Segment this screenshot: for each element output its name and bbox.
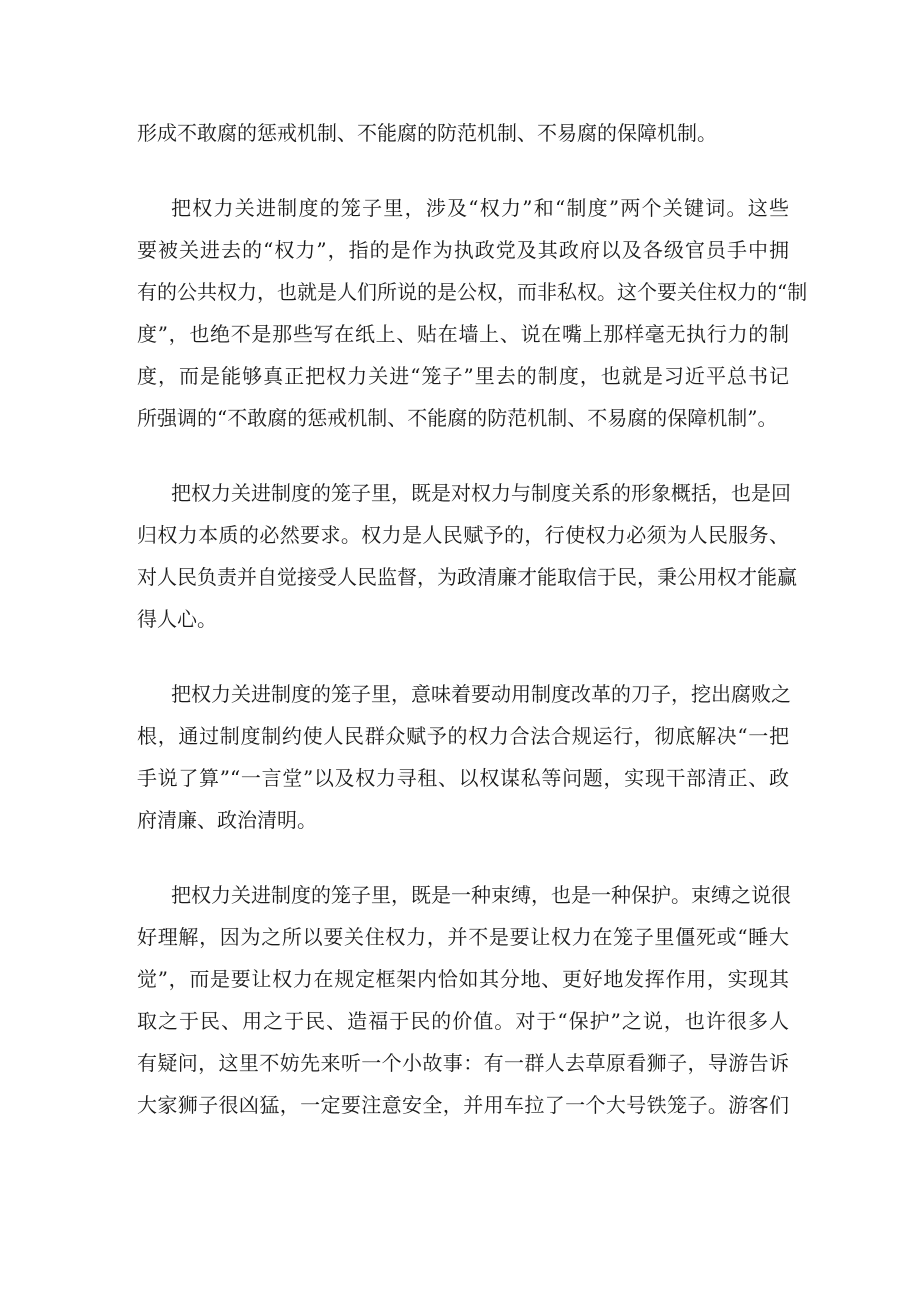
text-line: 大家狮子很凶猛，一定要注意安全，并用车拉了一个大号铁笼子。游客们 [137,1093,789,1117]
text-line: 觉”，而是要让权力在规定框架内恰如其分地、更好地发挥作用，实现其 [137,967,789,991]
text-line: 所强调的“不敢腐的惩戒机制、不能腐的防范机制、不易腐的保障机制”。 [137,406,778,430]
paragraph [137,673,789,841]
paragraph [137,472,797,640]
paragraph [137,874,789,1126]
text-line: 度，而是能够真正把权力关进“笼子”里去的制度，也就是习近平总书记 [137,364,789,388]
text-line: 有的公共权力，也就是人们所说的是公权，而非私权。这个要关住权力的“制 [137,280,808,304]
text-line: 把权力关进制度的笼子里，既是一种束缚，也是一种保护。束缚之说很 [171,883,791,907]
paragraph [137,112,789,154]
text-line: 形成不敢腐的惩戒机制、不能腐的防范机制、不易腐的保障机制。 [137,121,717,145]
text-line: 归权力本质的必然要求。权力是人民赋予的，行使权力必须为人民服务、 [137,523,789,547]
text-line: 好理解，因为之所以要关住权力，并不是要让权力在笼子里僵死或“睡大 [137,925,789,949]
text-line: 手说了算”“一言堂”以及权力寻租、以权谋私等问题，实现干部清正、政 [137,766,789,790]
text-line: 取之于民、用之于民、造福于民的价值。对于“保护”之说，也许很多人 [137,1009,789,1033]
paragraph [137,187,808,439]
text-line: 把权力关进制度的笼子里，涉及“权力”和“制度”两个关键词。这些 [171,196,789,220]
text-line: 有疑问，这里不妨先来听一个小故事：有一群人去草原看狮子，导游告诉 [137,1051,789,1075]
document-body [137,112,808,1126]
text-line: 要被关进去的“权力”，指的是作为执政党及其政府以及各级官员手中拥 [137,238,789,262]
text-line: 把权力关进制度的笼子里，既是对权力与制度关系的形象概括，也是回 [171,481,791,505]
text-line: 把权力关进制度的笼子里，意味着要动用制度改革的刀子，挖出腐败之 [171,682,791,706]
text-line: 得人心。 [137,607,217,631]
text-line: 度”，也绝不是那些写在纸上、贴在墙上、说在嘴上那样毫无执行力的制 [137,322,789,346]
text-line: 对人民负责并自觉接受人民监督，为政清廉才能取信于民，秉公用权才能赢 [137,565,797,589]
text-line: 府清廉、政治清明。 [137,808,317,832]
text-line: 根，通过制度制约使人民群众赋予的权力合法合规运行，彻底解决“一把 [137,724,789,748]
